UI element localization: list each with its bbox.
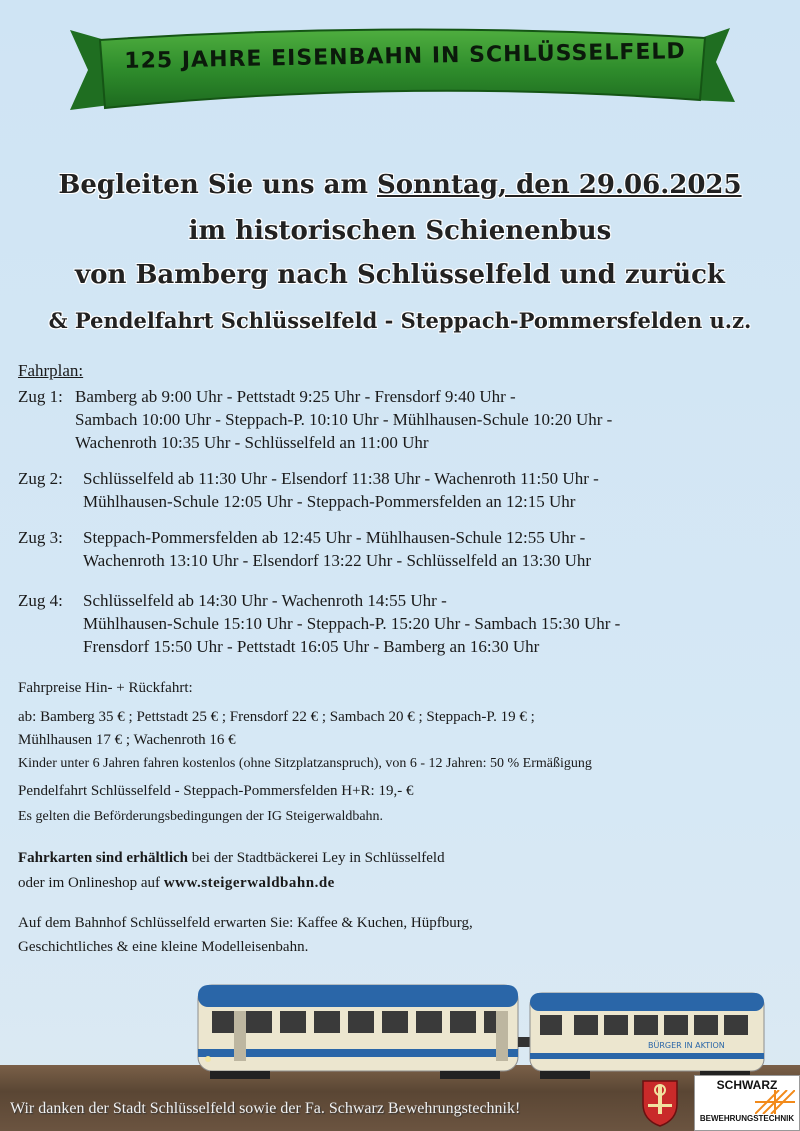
tickets-online-intro: oder im Onlineshop auf	[18, 875, 164, 891]
prices-title: Fahrpreise Hin- + Rückfahrt:	[18, 680, 193, 696]
train-schedule-4	[18, 589, 793, 659]
headline-schienenbus: im historischen Schienenbus	[188, 216, 612, 246]
train-label: Zug 3:	[18, 528, 63, 547]
shuttle-price: Pendelfahrt Schlüsselfeld - Steppach-Pommersfelden H+R: 19,- €	[18, 783, 414, 799]
train-label: Zug 2:	[18, 469, 63, 488]
station-offer-line-1: Auf dem Bahnhof Schlüsselfeld erwarten Sie: Kaffee & Kuchen, Hüpfburg,	[18, 915, 473, 931]
tickets-bold: Fahrkarten sind erhältlich	[18, 850, 189, 866]
train-label: Zug 1:	[18, 387, 63, 406]
train-schedule-3	[18, 526, 793, 572]
schedule-line: Wachenroth 10:35 Uhr - Schlüsselfeld an 11:00 Uhr	[75, 433, 429, 452]
sponsor-name: SCHWARZ	[716, 1078, 778, 1092]
train-schedule-2	[18, 467, 793, 513]
schedule-line: Bamberg ab 9:00 Uhr - Pettstadt 9:25 Uhr - Frensdorf 9:40 Uhr -	[75, 387, 516, 406]
headline-date-line	[0, 170, 800, 200]
headline-route: von Bamberg nach Schlüsselfeld und zurück	[75, 260, 725, 290]
tickets-line-1	[18, 847, 793, 869]
sponsor-subtitle: BEWEHRUNGSTECHNIK	[699, 1114, 795, 1123]
schedule-line: Wachenroth 13:10 Uhr - Elsendorf 13:22 Uhr - Schlüsselfeld an 13:30 Uhr	[83, 551, 592, 570]
train-schedule-1	[18, 385, 793, 455]
headline-intro: Begleiten Sie uns am	[58, 170, 378, 200]
schedule-line: Steppach-Pommersfelden ab 12:45 Uhr - Mühlhausen-Schule 12:55 Uhr -	[83, 528, 586, 547]
headline-pendelfahrt: & Pendelfahrt Schlüsselfeld - Steppach-Pommersfelden u.z.	[48, 308, 752, 333]
town-crest-icon	[640, 1078, 680, 1128]
prices-line-1: ab: Bamberg 35 € ; Pettstadt 25 € ; Frensdorf 22 € ; Sambach 20 € ; Steppach-P. 19 € ;	[18, 709, 535, 725]
shop-url[interactable]: www.steigerwaldbahn.de	[163, 875, 335, 891]
railbus-graphic	[190, 975, 770, 1085]
fahrplan-title: Fahrplan:	[18, 361, 84, 380]
tickets-line-2	[18, 872, 793, 894]
banner-title: 125 JAHRE EISENBAHN IN SCHLÜSSELFELD	[124, 39, 686, 74]
train-side-text: BÜRGER IN AKTION	[648, 1041, 725, 1050]
schedule-line: Mühlhausen-Schule 15:10 Uhr - Steppach-P. 15:20 Uhr - Sambach 15:30 Uhr -	[83, 614, 621, 633]
transport-conditions: Es gelten die Beförderungsbedingungen der IG Steigerwaldbahn.	[18, 809, 384, 824]
footer-thanks: Wir danken der Stadt Schlüsselfeld sowie der Fa. Schwarz Bewehrungstechnik!	[10, 1100, 521, 1117]
schedule-line: Mühlhausen-Schule 12:05 Uhr - Steppach-Pommersfelden an 12:15 Uhr	[83, 492, 576, 511]
train-label: Zug 4:	[18, 591, 63, 610]
schedule-line: Schlüsselfeld ab 11:30 Uhr - Elsendorf 11:38 Uhr - Wachenroth 11:50 Uhr -	[83, 469, 599, 488]
station-offer-line-2: Geschichtliches & eine kleine Modelleisenbahn.	[18, 939, 309, 955]
schedule-line: Sambach 10:00 Uhr - Steppach-P. 10:10 Uhr - Mühlhausen-Schule 10:20 Uhr -	[75, 410, 613, 429]
schedule-line: Frensdorf 15:50 Uhr - Pettstadt 16:05 Uhr - Bamberg an 16:30 Uhr	[83, 637, 540, 656]
sponsor-logo	[694, 1075, 800, 1131]
prices-line-2: Mühlhausen 17 € ; Wachenroth 16 €	[18, 732, 236, 748]
event-date: Sonntag, den 29.06.2025	[377, 170, 742, 200]
children-discount: Kinder unter 6 Jahren fahren kostenlos (ohne Sitzplatzanspruch), von 6 - 12 Jahren: 50 % Ermäßigung	[18, 756, 592, 771]
schedule-line: Schlüsselfeld ab 14:30 Uhr - Wachenroth 14:55 Uhr -	[83, 591, 447, 610]
rebar-grid-icon	[755, 1090, 795, 1114]
tickets-rest: bei der Stadtbäckerei Ley in Schlüsselfeld	[188, 850, 445, 866]
